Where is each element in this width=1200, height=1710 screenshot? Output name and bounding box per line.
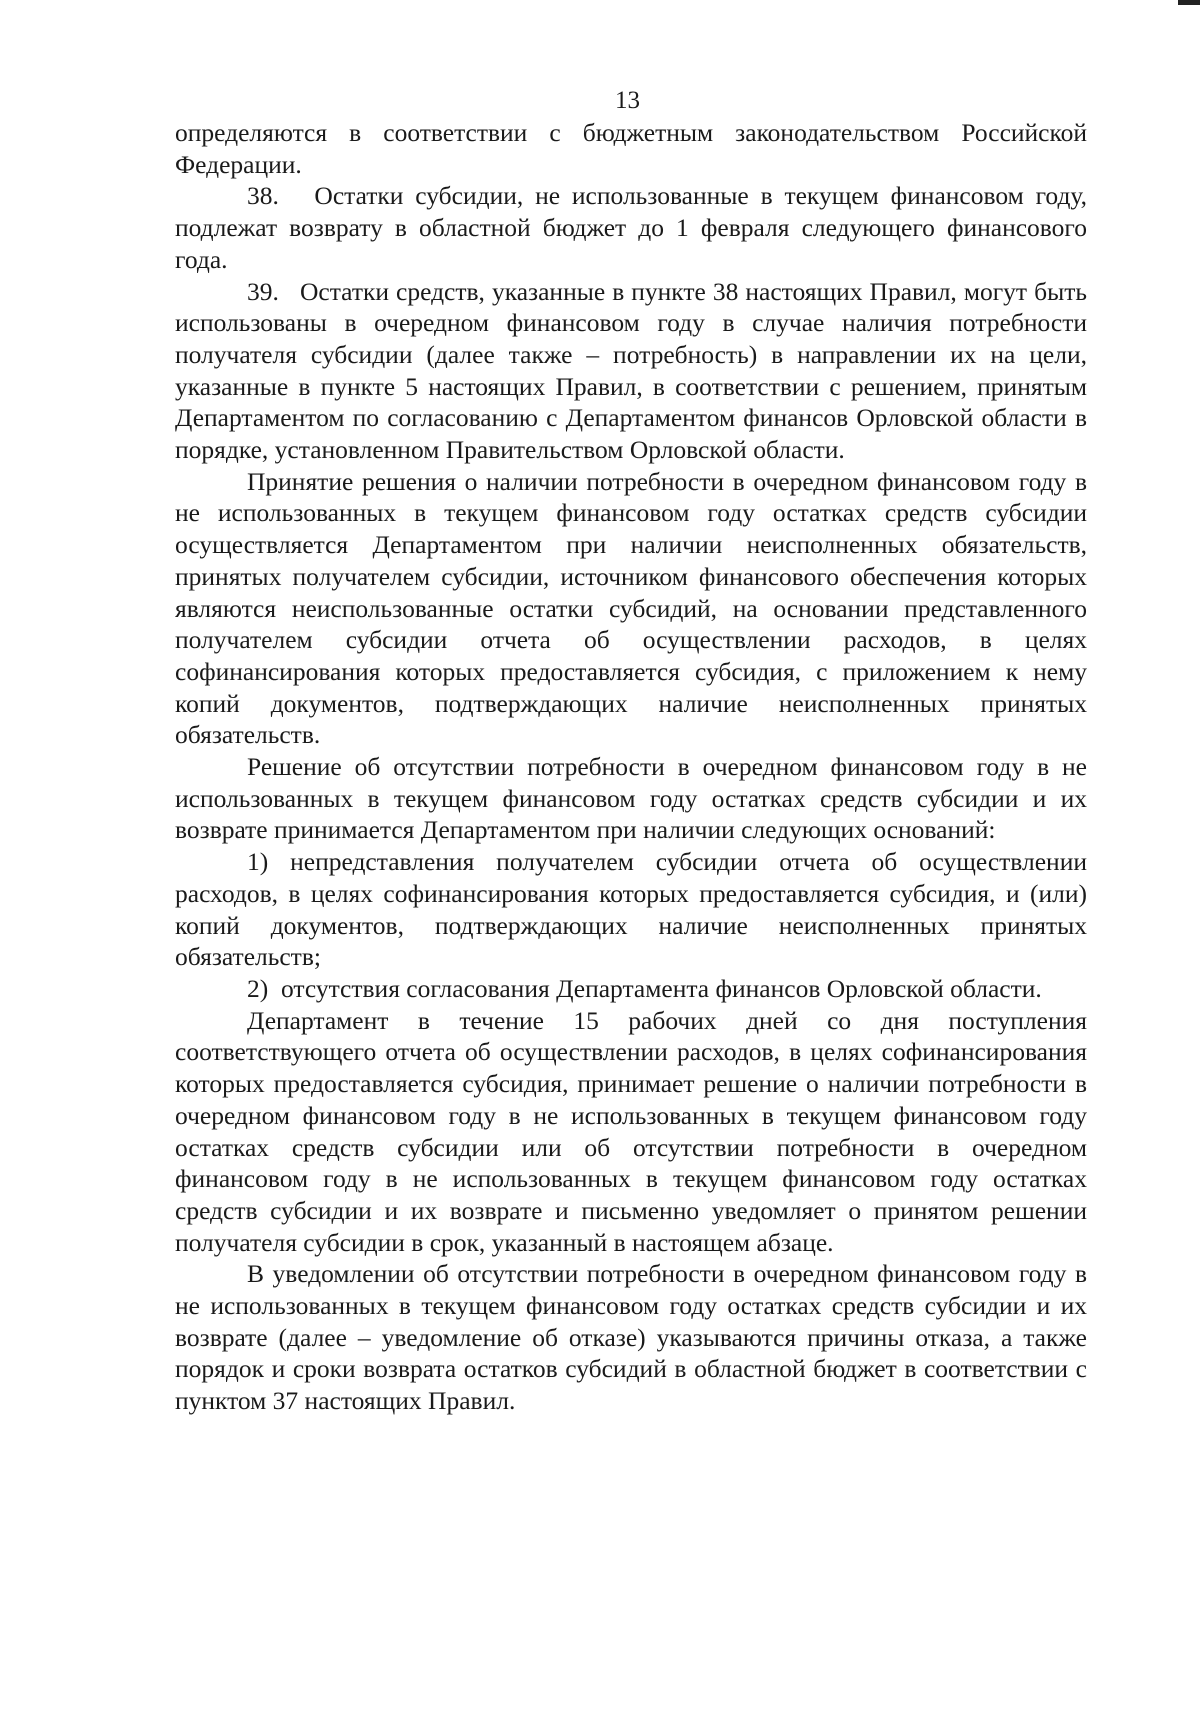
list-item-2: 2) отсутствия согласования Департамента финансов Орловской области. <box>247 973 1042 1003</box>
paragraph-decision-need: Принятие решения о наличии потребности в очередном финансовом году в не использованных в текущем финансовом году остатках средств субсидии осуществляется Департаментом при наличии неисполненных обязательств, принятых получателем субсидии, источником финансового обеспечения которых являются неиспользованные остатки субсидий, на основании представленного получателем субсидии отчета об осуществлении расходов, в целях софинансирования которых предоставляется субсидия, с приложением к нему копий документов, подтверждающих наличие неисполненных принятых обязательств. <box>175 466 1087 750</box>
paragraph-continuation: определяются в соответствии с бюджетным законодательством Российской Федерации. <box>175 118 1087 179</box>
paragraph-refusal-notice: В уведомлении об отсутствии потребности в очередном финансовом году в не использованных в текущем финансовом году остатках средств субсидии и их возврате (далее – уведомление об отказе) указываются причины отказа, а также порядок и сроки возврата остатков субсидий в областной бюджет в соответствии с пунктом 37 настоящих Правил. <box>175 1259 1087 1416</box>
list-item-1: 1) непредставления получателем субсидии отчета об осуществлении расходов, в целях софинансирования которых предоставляется субсидия, и (или) копий документов, подтверждающих наличие неисполненных принятых обязательств; <box>175 847 1087 972</box>
paragraph-department-term: Департамент в течение 15 рабочих дней со дня поступления соответствующего отчета об осуществлении расходов, в целях софинансирования которых предоставляется субсидия, принимает решение о наличии потребности в очередном финансовом году в не использованных в текущем финансовом году остатках средств субсидии или об отсутствии потребности в очередном финансовом году в не использованных в текущем финансовом году остатках средств субсидии и их возврате и письменно уведомляет о принятом решении получателя субсидии в срок, указанный в настоящем абзаце. <box>175 1005 1087 1257</box>
page-number: 13 <box>615 87 640 114</box>
document-body <box>175 117 1087 1417</box>
page-edge-mark <box>1178 0 1200 5</box>
paragraph-item-39: 39. Остатки средств, указанные в пункте 38 настоящих Правил, могут быть использованы в очередном финансовом году в случае наличия потребности получателя субсидии (далее также – потребность) в направлении их на цели, указанные в пункте 5 настоящих Правил, в соответствии с решением, принятым Департаментом по согласованию с Департаментом финансов Орловской области в порядке, установленном Правительством Орловской области. <box>175 276 1087 465</box>
paragraph-item-38: 38. Остатки субсидии, не использованные в текущем финансовом году, подлежат возврату в областной бюджет до 1 февраля следующего финансового года. <box>175 181 1087 274</box>
paragraph-decision-absence: Решение об отсутствии потребности в очередном финансовом году в не использованных в текущем финансовом году остатках средств субсидии и их возврате принимается Департаментом при наличии следующих оснований: <box>175 752 1087 845</box>
